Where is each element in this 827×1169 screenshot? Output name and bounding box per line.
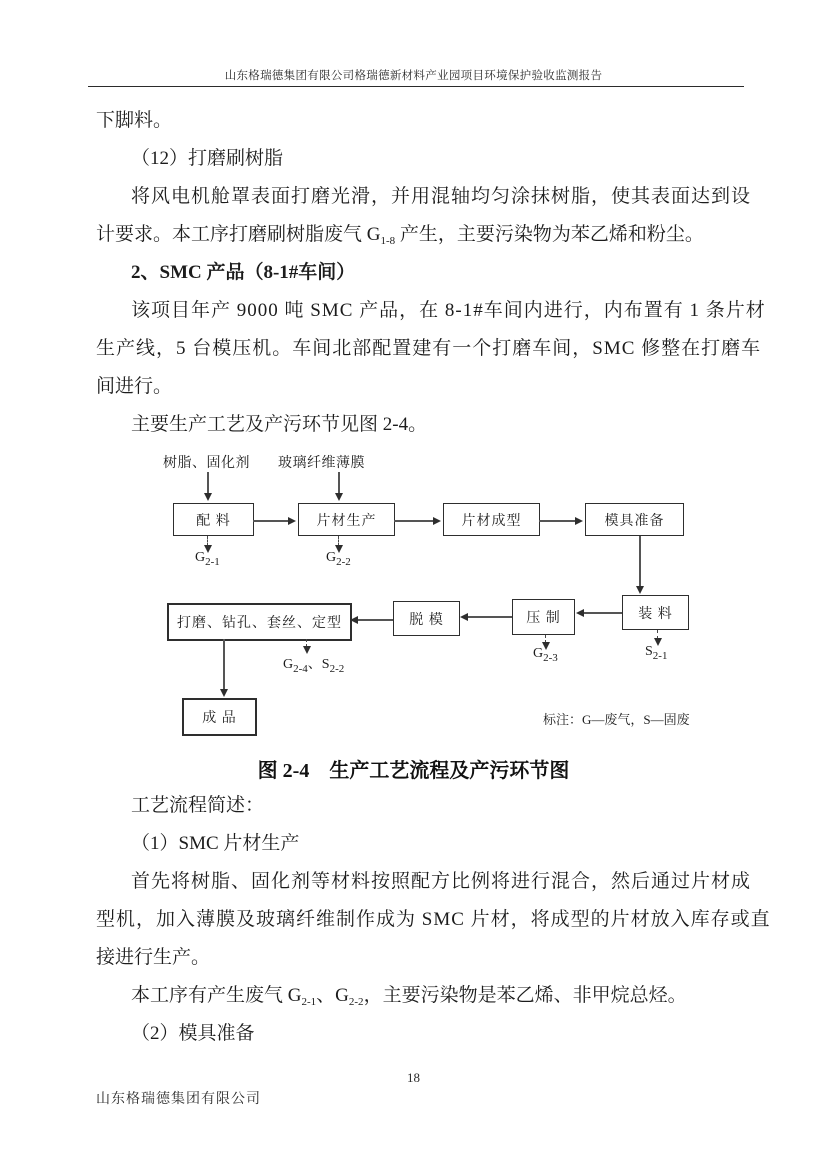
flow-arrow-line bbox=[467, 616, 512, 618]
flow-arrow-line bbox=[394, 520, 434, 522]
emission-label: $G_{2-1}$ bbox=[195, 550, 220, 568]
flow-arrow-line bbox=[539, 520, 576, 522]
text-line: 将风电机舱罩表面打磨光滑，并用混轴均匀涂抹树脂，使其表面达到设 bbox=[131, 186, 752, 207]
process-box: 片材成型 bbox=[443, 503, 540, 536]
flow-arrowhead-icon bbox=[654, 638, 662, 646]
flow-input-label: 玻璃纤维薄膜 bbox=[278, 456, 365, 471]
flow-arrowhead-icon bbox=[575, 517, 583, 525]
process-box: 片材生产 bbox=[298, 503, 395, 536]
header-title: 山东格瑞德集团有限公司格瑞德新材料产业园项目环境保护验收监测报告 bbox=[224, 70, 603, 82]
flow-arrow-line bbox=[207, 536, 208, 546]
flow-arrow-line bbox=[545, 635, 546, 643]
flow-arrow-line bbox=[306, 639, 307, 647]
flow-arrowhead-icon bbox=[636, 586, 644, 594]
flow-arrow-line bbox=[253, 520, 289, 522]
text-line: 生产线，5 台模压机。车间北部配置建有一个打磨车间，SMC 修整在打磨车 bbox=[96, 338, 762, 359]
process-box: 成 品 bbox=[182, 698, 257, 736]
header-rule bbox=[88, 86, 744, 87]
text-line: 计要求。本工序打磨刷树脂废气 $G_{1-8}$ 产生，主要污染物为苯乙烯和粉尘。 bbox=[96, 224, 704, 247]
text-line: 首先将树脂、固化剂等材料按照配方比例将进行混合，然后通过片材成 bbox=[131, 871, 752, 892]
flow-input-label: 树脂、固化剂 bbox=[163, 456, 250, 471]
process-box: 压 制 bbox=[512, 599, 575, 635]
text-line: （2）模具准备 bbox=[131, 1023, 255, 1044]
flow-arrowhead-icon bbox=[303, 646, 311, 654]
figure-caption: 图 2-4 生产工艺流程及产污环节图 bbox=[257, 760, 570, 782]
footer-page-number: 18 bbox=[407, 1070, 420, 1085]
flow-arrow-line bbox=[338, 536, 339, 546]
process-box: 装 料 bbox=[622, 595, 689, 630]
flow-arrowhead-icon bbox=[220, 689, 228, 697]
flow-arrow-line bbox=[639, 536, 641, 587]
emission-label: $G_{2-2}$ bbox=[326, 550, 351, 568]
text-line: 该项目年产 9000 吨 SMC 产品，在 8-1#车间内进行，内布置有 1 条片材 bbox=[131, 300, 766, 321]
emission-label: $G_{2-3}$ bbox=[533, 646, 558, 664]
flow-arrowhead-icon bbox=[204, 545, 212, 553]
process-box: 配 料 bbox=[173, 503, 254, 536]
flow-arrowhead-icon bbox=[350, 616, 358, 624]
text-line: 本工序有产生废气 $G_{2-1}$、$G_{2-2}$，主要污染物是苯乙烯、非甲烷总烃。 bbox=[131, 985, 687, 1008]
flow-arrow-line bbox=[338, 472, 340, 494]
text-line: 下脚料。 bbox=[96, 110, 173, 131]
text-line: 接进行生产。 bbox=[96, 947, 211, 968]
text-line: （12）打磨刷树脂 bbox=[131, 148, 284, 169]
flow-arrowhead-icon bbox=[288, 517, 296, 525]
flow-arrowhead-icon bbox=[542, 642, 550, 650]
flow-arrow-line bbox=[223, 639, 225, 690]
emission-label: $S_{2-1}$ bbox=[645, 644, 668, 662]
text-line: （1）SMC 片材生产 bbox=[131, 833, 300, 854]
flow-arrowhead-icon bbox=[460, 613, 468, 621]
flow-arrow-line bbox=[207, 472, 209, 494]
text-line: 主要生产工艺及产污环节见图 2-4。 bbox=[131, 414, 428, 435]
text-line: 2、SMC 产品（8-1#车间） bbox=[131, 262, 356, 283]
process-box: 打磨、钻孔、套丝、定型 bbox=[167, 603, 352, 641]
flow-arrowhead-icon bbox=[576, 609, 584, 617]
footer-company: 山东格瑞德集团有限公司 bbox=[96, 1092, 261, 1107]
flow-arrowhead-icon bbox=[335, 545, 343, 553]
process-box: 脱 模 bbox=[393, 601, 460, 636]
flow-arrow-line bbox=[583, 612, 622, 614]
flow-arrowhead-icon bbox=[335, 493, 343, 501]
process-box: 模具准备 bbox=[585, 503, 684, 536]
emission-label: $G_{2-4}$、$S_{2-2}$ bbox=[283, 657, 345, 675]
text-line: 工艺流程简述： bbox=[131, 795, 265, 816]
flow-arrow-line bbox=[657, 630, 658, 639]
flow-arrowhead-icon bbox=[204, 493, 212, 501]
text-line: 型机，加入薄膜及玻璃纤维制作成为 SMC 片材，将成型的片材放入库存或直 bbox=[96, 909, 771, 930]
figure-note: 标注：G—废气，S—固废 bbox=[543, 712, 690, 727]
text-line: 间进行。 bbox=[96, 376, 173, 397]
flow-arrow-line bbox=[357, 619, 393, 621]
flow-arrowhead-icon bbox=[433, 517, 441, 525]
